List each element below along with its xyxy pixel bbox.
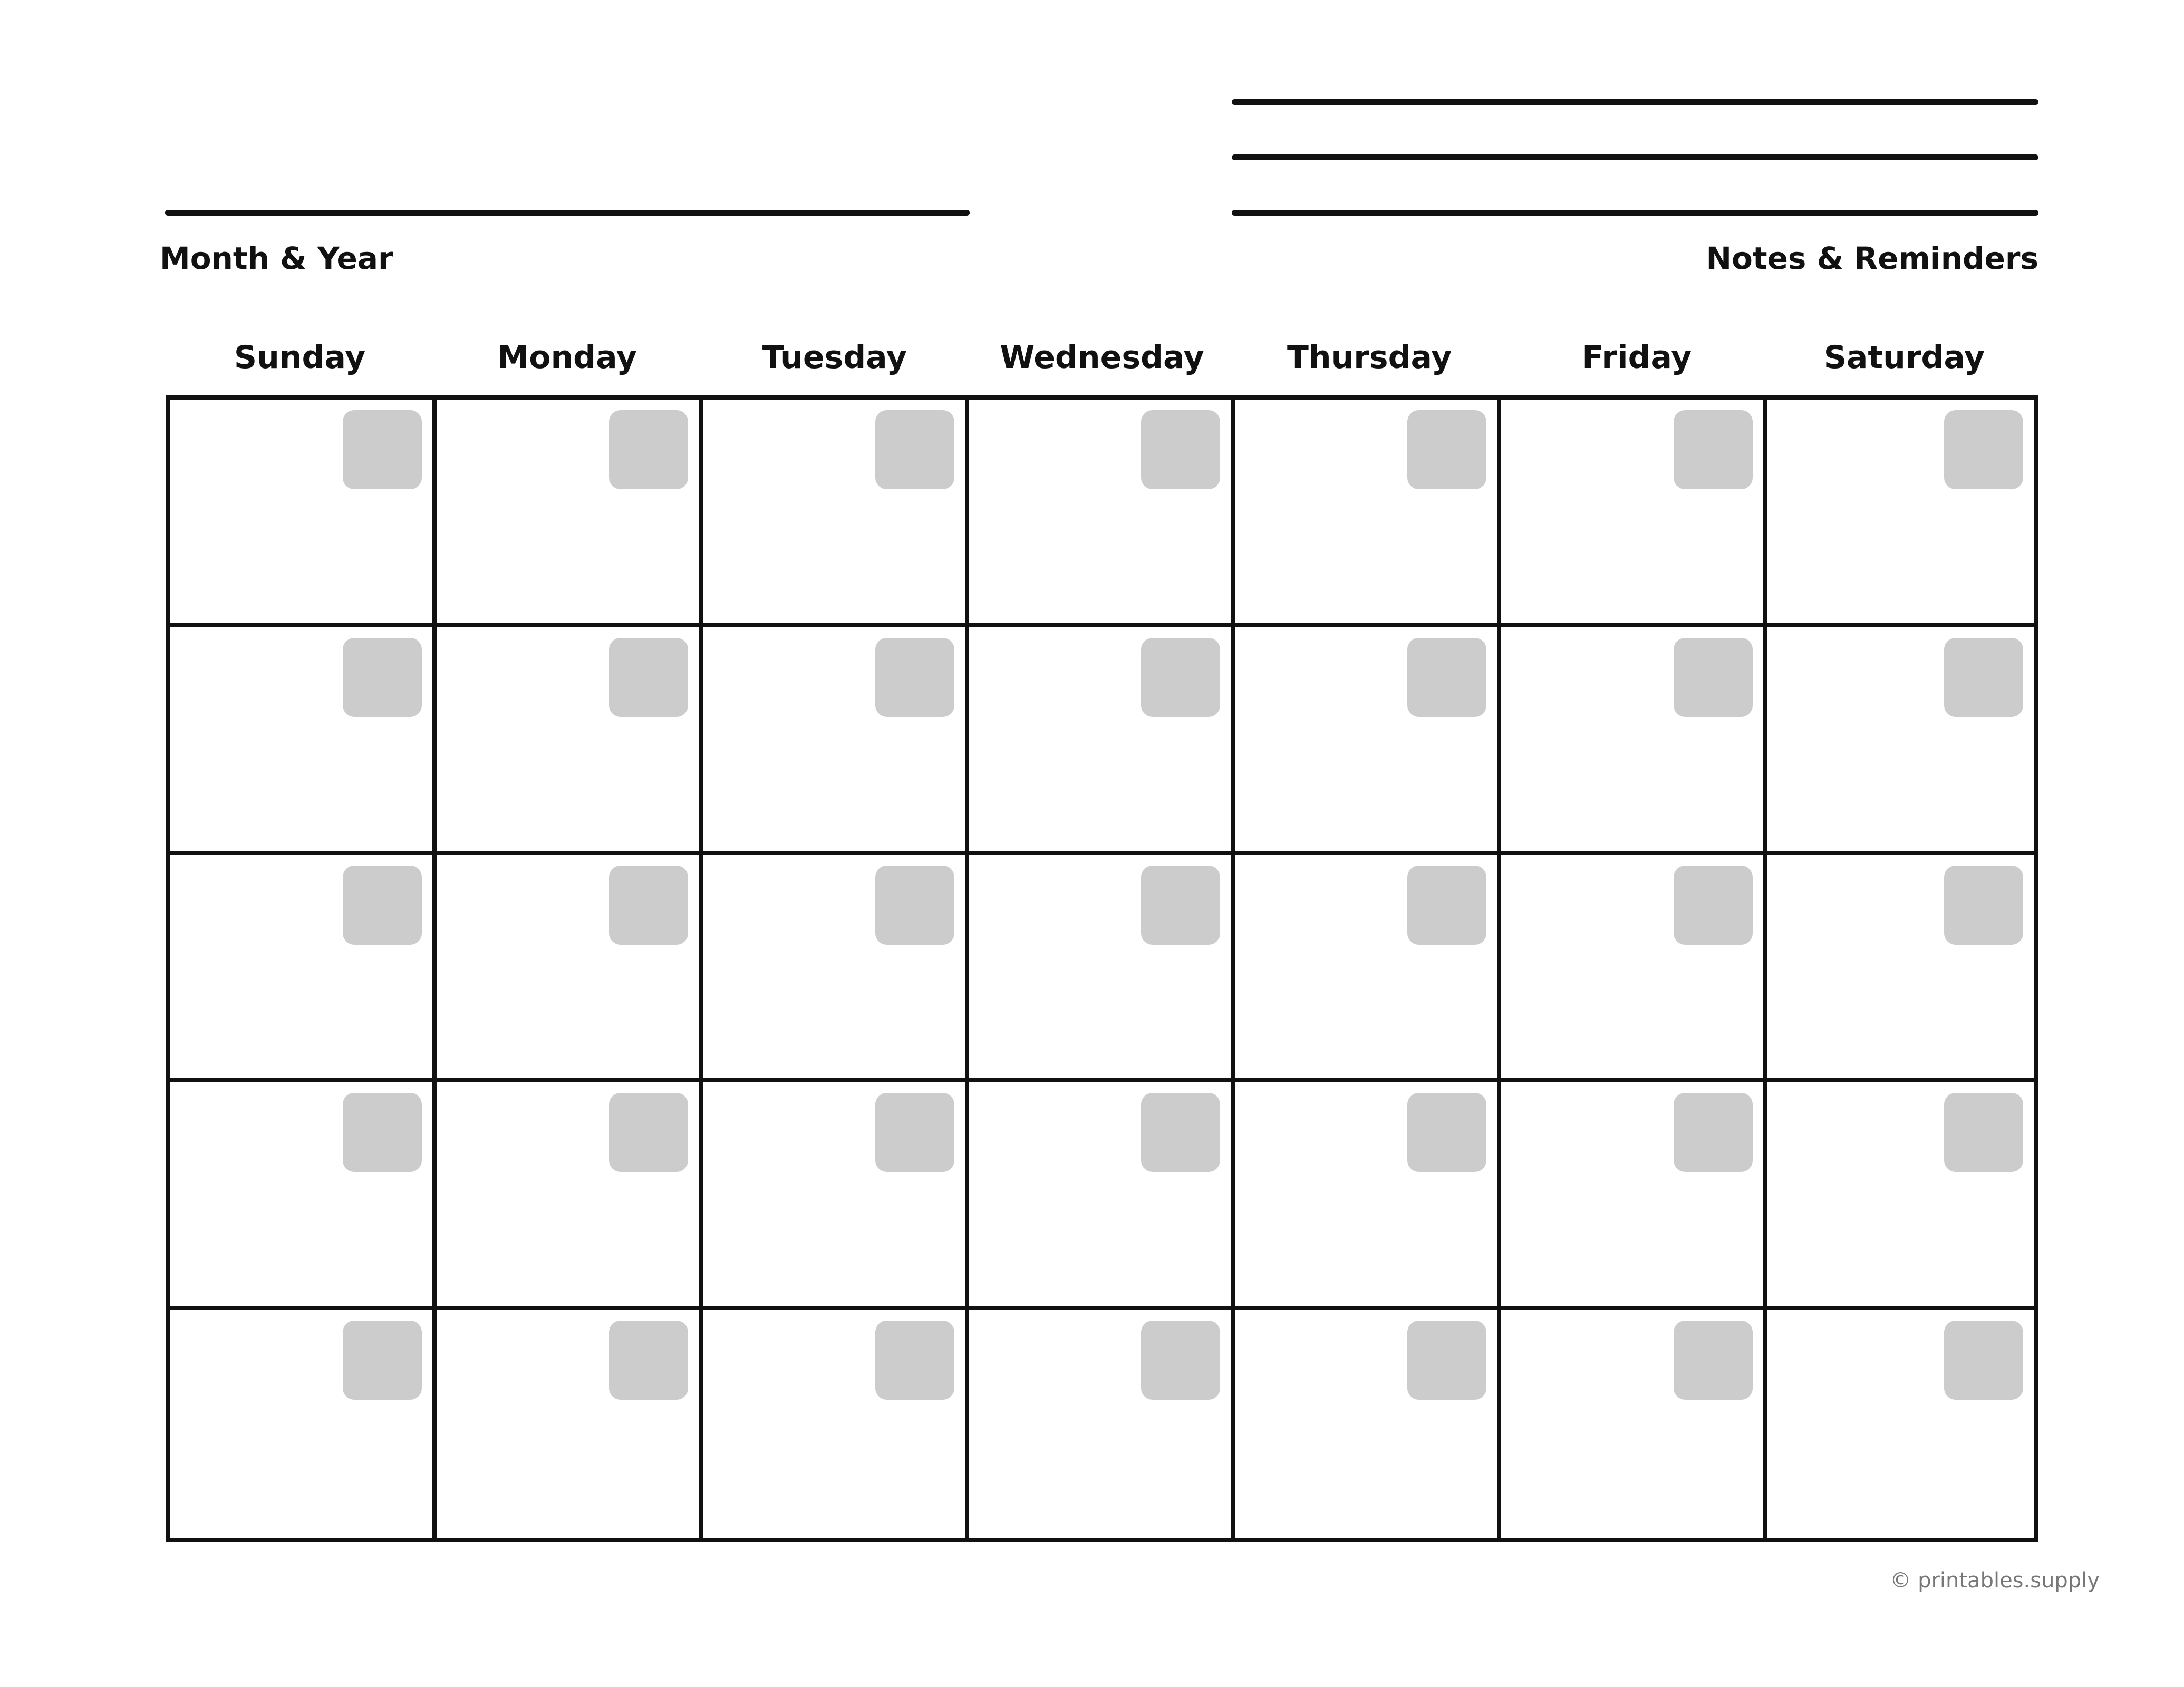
day-cell[interactable]	[170, 400, 437, 627]
date-number-box[interactable]	[1407, 1321, 1486, 1400]
weekday-wednesday: Wednesday	[1000, 339, 1204, 376]
day-cell[interactable]	[1235, 627, 1501, 855]
day-cell[interactable]	[1501, 855, 1767, 1083]
day-cell[interactable]	[170, 855, 437, 1083]
date-number-box[interactable]	[1407, 638, 1486, 717]
date-number-box[interactable]	[609, 1321, 688, 1400]
date-number-box[interactable]	[1674, 638, 1753, 717]
day-cell[interactable]	[1235, 400, 1501, 627]
day-cell[interactable]	[437, 400, 703, 627]
day-cell[interactable]	[703, 400, 969, 627]
day-cell[interactable]	[437, 627, 703, 855]
day-cell[interactable]	[1767, 400, 2034, 627]
notes-reminders-label: Notes & Reminders	[1706, 240, 2038, 276]
date-number-box[interactable]	[1141, 866, 1220, 945]
day-cell[interactable]	[437, 1082, 703, 1310]
day-cell[interactable]	[170, 627, 437, 855]
day-cell[interactable]	[170, 1310, 437, 1538]
notes-write-line[interactable]	[1232, 154, 2038, 160]
weekday-thursday: Thursday	[1287, 339, 1452, 376]
date-number-box[interactable]	[1141, 638, 1220, 717]
day-cell[interactable]	[703, 1310, 969, 1538]
date-number-box[interactable]	[1407, 410, 1486, 489]
day-cell[interactable]	[1235, 1082, 1501, 1310]
date-number-box[interactable]	[1141, 1321, 1220, 1400]
day-cell[interactable]	[1501, 1082, 1767, 1310]
date-number-box[interactable]	[875, 410, 954, 489]
day-cell[interactable]	[1767, 855, 2034, 1083]
date-number-box[interactable]	[609, 1093, 688, 1172]
date-number-box[interactable]	[1674, 866, 1753, 945]
day-cell[interactable]	[437, 1310, 703, 1538]
day-cell[interactable]	[1767, 1310, 2034, 1538]
date-number-box[interactable]	[875, 1093, 954, 1172]
day-cell[interactable]	[969, 855, 1235, 1083]
day-cell[interactable]	[1501, 1310, 1767, 1538]
day-cell[interactable]	[969, 627, 1235, 855]
day-cell[interactable]	[1235, 1310, 1501, 1538]
date-number-box[interactable]	[1674, 1093, 1753, 1172]
weekday-friday: Friday	[1582, 339, 1692, 376]
notes-write-line[interactable]	[1232, 210, 2038, 216]
date-number-box[interactable]	[1944, 410, 2023, 489]
weekday-monday: Monday	[497, 339, 637, 376]
footer-credit: © printables.supply	[1890, 1568, 2100, 1593]
day-cell[interactable]	[703, 855, 969, 1083]
month-year-label: Month & Year	[160, 240, 393, 276]
date-number-box[interactable]	[875, 1321, 954, 1400]
date-number-box[interactable]	[875, 638, 954, 717]
date-number-box[interactable]	[875, 866, 954, 945]
date-number-box[interactable]	[1944, 866, 2023, 945]
date-number-box[interactable]	[1674, 410, 1753, 489]
day-cell[interactable]	[1501, 627, 1767, 855]
date-number-box[interactable]	[1674, 1321, 1753, 1400]
date-number-box[interactable]	[343, 1093, 422, 1172]
day-cell[interactable]	[1767, 1082, 2034, 1310]
day-cell[interactable]	[1767, 627, 2034, 855]
day-cell[interactable]	[1235, 855, 1501, 1083]
weekday-tuesday: Tuesday	[762, 339, 907, 376]
day-cell[interactable]	[1501, 400, 1767, 627]
weekday-saturday: Saturday	[1823, 339, 1985, 376]
date-number-box[interactable]	[1944, 638, 2023, 717]
date-number-box[interactable]	[343, 1321, 422, 1400]
notes-write-line[interactable]	[1232, 99, 2038, 105]
month-year-write-line[interactable]	[165, 210, 970, 216]
date-number-box[interactable]	[609, 410, 688, 489]
day-cell[interactable]	[170, 1082, 437, 1310]
date-number-box[interactable]	[1407, 1093, 1486, 1172]
date-number-box[interactable]	[1141, 410, 1220, 489]
day-cell[interactable]	[437, 855, 703, 1083]
date-number-box[interactable]	[343, 638, 422, 717]
weekday-sunday: Sunday	[234, 339, 366, 376]
day-cell[interactable]	[969, 1082, 1235, 1310]
date-number-box[interactable]	[1407, 866, 1486, 945]
date-number-box[interactable]	[609, 638, 688, 717]
date-number-box[interactable]	[609, 866, 688, 945]
day-cell[interactable]	[969, 1310, 1235, 1538]
date-number-box[interactable]	[343, 410, 422, 489]
date-number-box[interactable]	[1944, 1321, 2023, 1400]
day-cell[interactable]	[703, 627, 969, 855]
date-number-box[interactable]	[343, 866, 422, 945]
date-number-box[interactable]	[1141, 1093, 1220, 1172]
date-number-box[interactable]	[1944, 1093, 2023, 1172]
day-cell[interactable]	[969, 400, 1235, 627]
day-cell[interactable]	[703, 1082, 969, 1310]
calendar-grid	[166, 395, 2038, 1542]
weekday-header	[166, 331, 2038, 384]
